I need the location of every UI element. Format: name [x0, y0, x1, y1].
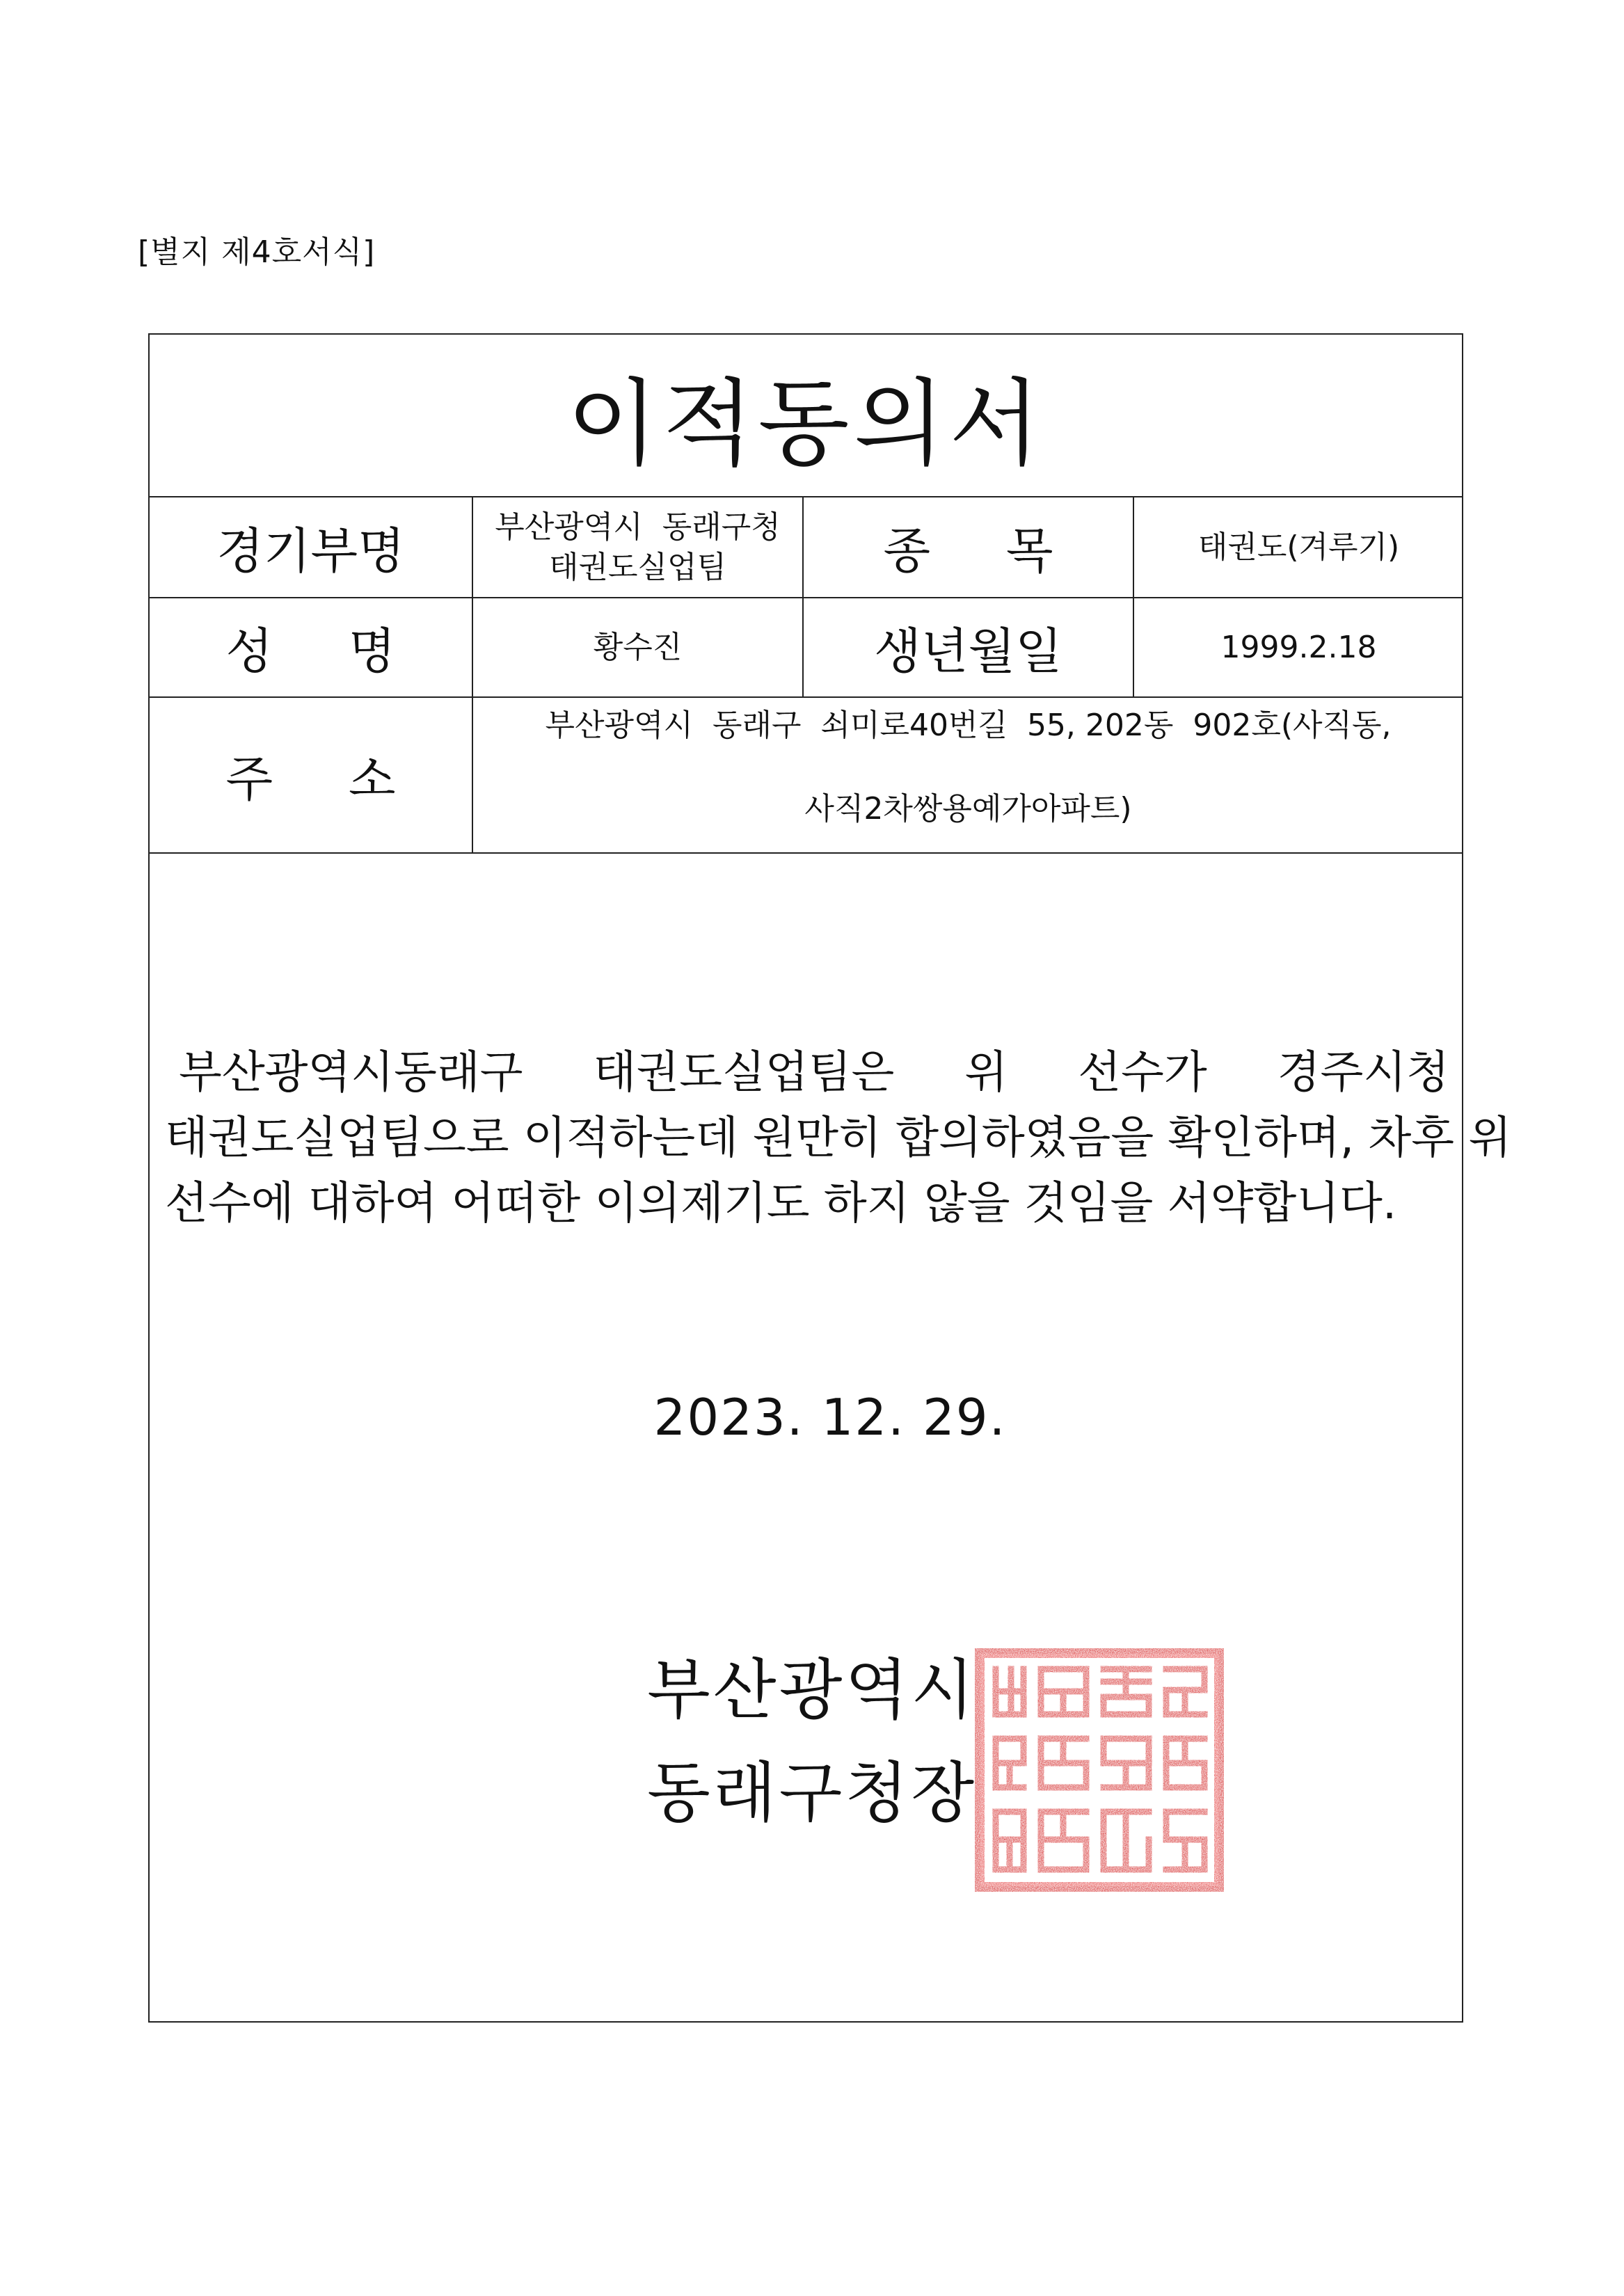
document-date: 2023. 12. 29. [653, 1388, 1007, 1446]
statement-line1: 부산광역시동래구 태권도실업팀은 위 선수가 경주시청 [179, 1047, 1449, 1099]
event-value-cell [1133, 497, 1463, 597]
consent-document [148, 333, 1512, 2023]
address-label [226, 740, 396, 811]
team-value-line2: 태권도실업팀 [548, 549, 726, 585]
form-number-label: [별지 제4호서식] [138, 234, 376, 270]
address-line2: 사직2차쌍용예가아파트) [804, 791, 1132, 827]
address-label-cell [150, 698, 472, 852]
address-label-part1: 주 [225, 750, 273, 808]
team-row [150, 497, 1462, 598]
name-label-part2: 명 [348, 623, 396, 680]
name-label-cell [150, 598, 472, 696]
team-label-cell [150, 497, 472, 597]
event-value: 태권도(겨루기) [1197, 529, 1400, 565]
birth-value: 1999.2.18 [1220, 629, 1377, 665]
issuer-signature-block [647, 1639, 977, 1845]
title-cell [150, 335, 1462, 496]
issuer-line1: 부산광역시 [647, 1652, 978, 1728]
address-label-part2: 소 [348, 750, 396, 808]
address-line1: 부산광역시 동래구 쇠미로40번길 55, 202동 902호(사직동, [545, 708, 1392, 743]
title-row [150, 335, 1462, 497]
seal-icon [975, 1648, 1224, 1892]
address-value [545, 663, 1391, 872]
page-title: 이적동의서 [566, 369, 1045, 479]
issuer-line2: 동래구청장 [647, 1755, 978, 1831]
statement-line3: 선수에 대하여 어떠한 이의제기도 하지 않을 것임을 서약합니다. [165, 1178, 1397, 1229]
event-label-part1: 종 [883, 523, 931, 580]
address-value-cell [472, 698, 1463, 852]
statement-line2: 태권도실업팀으로 이적하는데 원만히 합의하였음을 확인하며, 차후 위 [165, 1113, 1512, 1164]
event-label-cell [802, 497, 1133, 597]
event-label [884, 512, 1053, 582]
name-label-part1: 성 [225, 623, 273, 680]
birth-label: 생년월일 [874, 623, 1062, 680]
consent-statement [165, 1040, 1512, 1236]
name-label [226, 612, 396, 683]
team-value-cell [472, 497, 802, 597]
address-row [150, 698, 1462, 854]
event-label-part2: 목 [1005, 523, 1053, 580]
official-seal-stamp [975, 1648, 1224, 1892]
team-value [495, 507, 781, 588]
team-value-line1: 부산광역시 동래구청 [495, 509, 781, 545]
name-value: 황수진 [593, 629, 683, 665]
team-label: 경기부명 [216, 523, 405, 580]
